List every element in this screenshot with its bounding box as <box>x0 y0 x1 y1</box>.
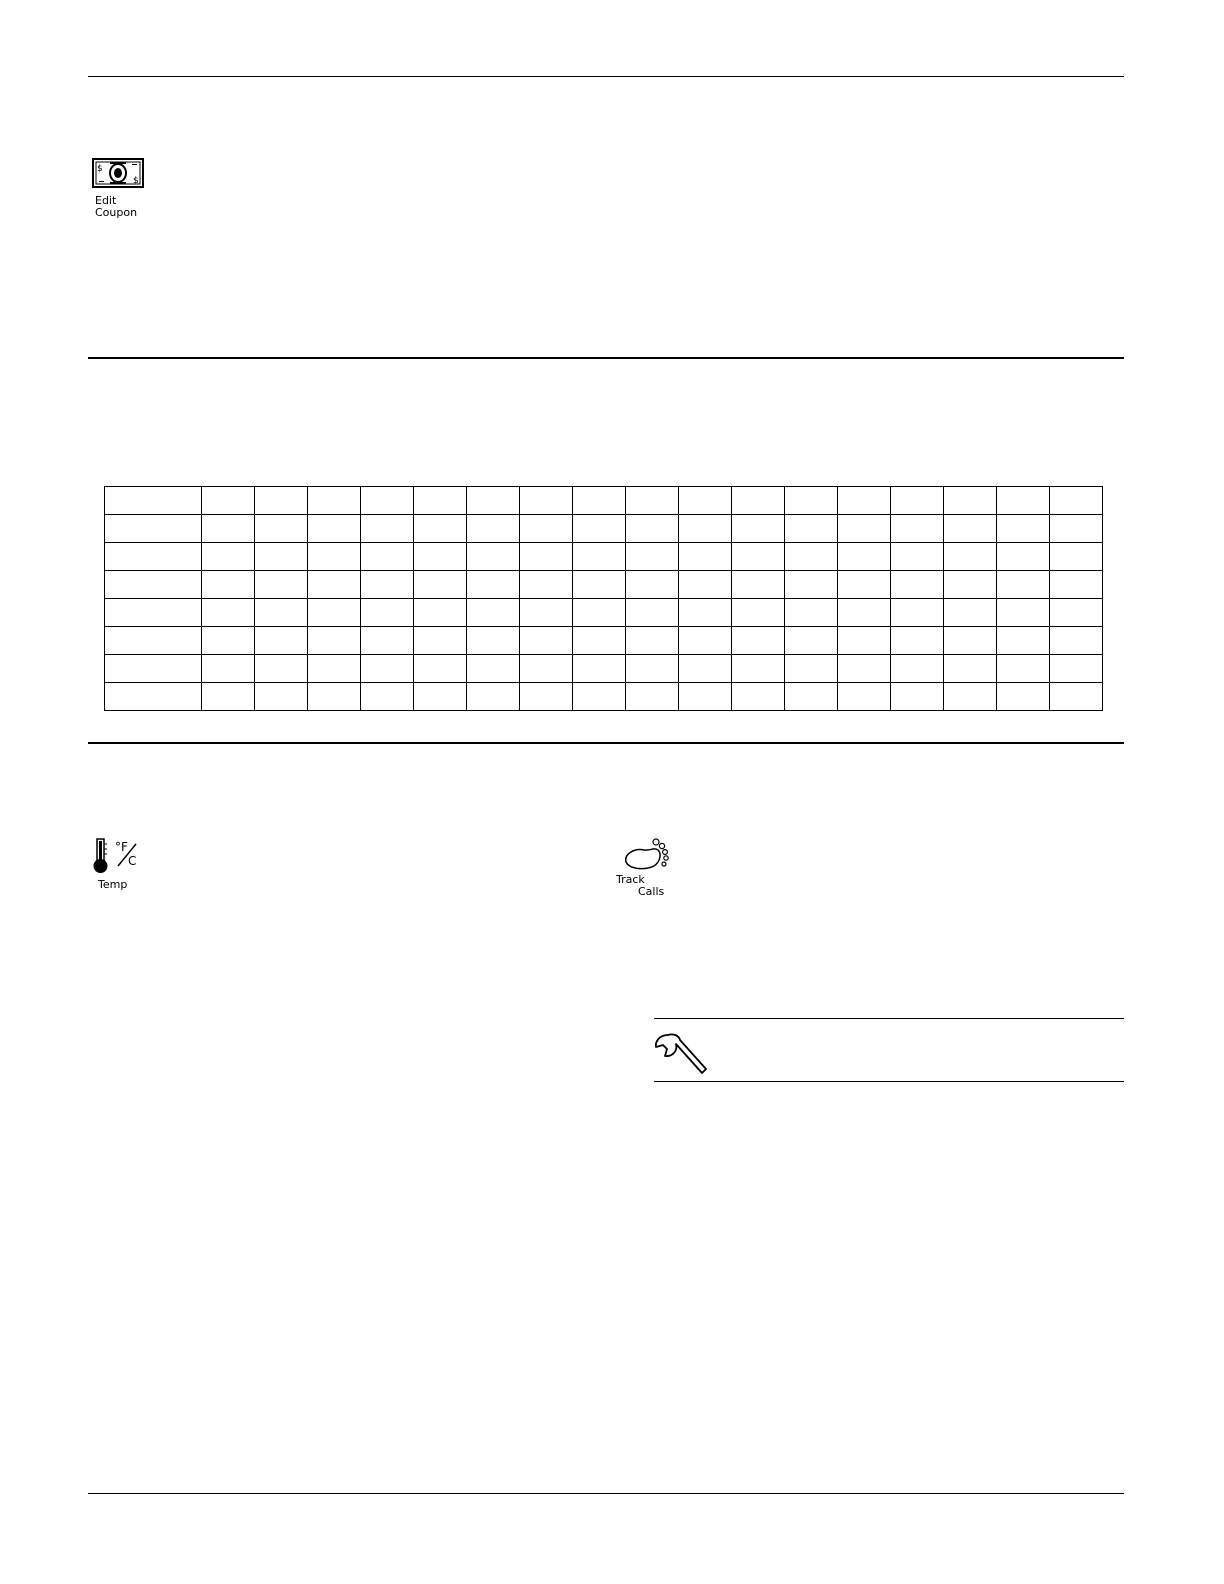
table-cell <box>255 599 308 627</box>
table-cell <box>202 599 255 627</box>
table-cell <box>105 571 202 599</box>
table-cell <box>520 627 573 655</box>
table-cell <box>202 683 255 711</box>
table-cell <box>997 487 1050 515</box>
table-cell <box>891 655 944 683</box>
table-cell <box>785 543 838 571</box>
table-cell <box>414 515 467 543</box>
table-cell <box>467 571 520 599</box>
table-cell <box>1050 683 1103 711</box>
table-cell <box>944 599 997 627</box>
edit-coupon-label: Edit Coupon <box>95 194 138 219</box>
temp-button[interactable] <box>92 838 142 891</box>
table-cell <box>308 571 361 599</box>
table-row <box>105 683 1103 711</box>
table-cell <box>573 683 626 711</box>
edit-coupon-button[interactable] <box>92 158 144 219</box>
table-cell <box>308 599 361 627</box>
table-cell <box>255 515 308 543</box>
fahrenheit-label: °F <box>115 840 128 854</box>
table-cell <box>838 683 891 711</box>
table-cell <box>308 515 361 543</box>
table-cell <box>255 543 308 571</box>
table-cell <box>202 487 255 515</box>
bottom-rule <box>88 1493 1124 1494</box>
table-cell <box>467 543 520 571</box>
table-cell <box>105 515 202 543</box>
table-cell <box>467 627 520 655</box>
footprint-icon <box>620 838 674 872</box>
table-cell <box>105 487 202 515</box>
table-cell <box>520 599 573 627</box>
table-cell <box>361 487 414 515</box>
table-cell <box>626 683 679 711</box>
table-cell <box>573 627 626 655</box>
track-calls-button[interactable] <box>616 838 674 898</box>
table-row <box>105 599 1103 627</box>
table-cell <box>997 571 1050 599</box>
table-cell <box>202 571 255 599</box>
table-cell <box>785 599 838 627</box>
table-cell <box>1050 543 1103 571</box>
table-cell <box>944 571 997 599</box>
table-cell <box>944 655 997 683</box>
track-calls-label: Track Calls <box>616 873 665 898</box>
table-cell <box>1050 515 1103 543</box>
table-cell <box>1050 487 1103 515</box>
coupon-dollar-bill-icon <box>92 158 144 188</box>
table-cell <box>838 543 891 571</box>
table-cell <box>414 683 467 711</box>
table-cell <box>838 627 891 655</box>
table-cell <box>679 543 732 571</box>
table-cell <box>308 683 361 711</box>
table-cell <box>626 655 679 683</box>
table-cell <box>891 683 944 711</box>
table-cell <box>573 543 626 571</box>
section-rule-1 <box>88 357 1124 359</box>
table-cell <box>202 543 255 571</box>
table-cell <box>785 655 838 683</box>
table-cell <box>361 515 414 543</box>
table-cell <box>891 599 944 627</box>
table-cell <box>105 655 202 683</box>
table-cell <box>997 543 1050 571</box>
table-cell <box>732 515 785 543</box>
table-cell <box>361 543 414 571</box>
table-cell <box>105 543 202 571</box>
table-cell <box>732 487 785 515</box>
table-cell <box>573 515 626 543</box>
table-row <box>105 655 1103 683</box>
table-cell <box>1050 627 1103 655</box>
table-cell <box>732 571 785 599</box>
table-cell <box>891 515 944 543</box>
table-cell <box>785 487 838 515</box>
table-cell <box>520 487 573 515</box>
table-cell <box>679 487 732 515</box>
table-cell <box>732 543 785 571</box>
table-cell <box>202 515 255 543</box>
table-cell <box>467 515 520 543</box>
table-row <box>105 627 1103 655</box>
table-cell <box>573 655 626 683</box>
table-cell <box>838 515 891 543</box>
table-cell <box>414 487 467 515</box>
table-cell <box>997 627 1050 655</box>
table-cell <box>732 627 785 655</box>
table-cell <box>891 487 944 515</box>
table-cell <box>105 627 202 655</box>
table-cell <box>308 543 361 571</box>
table-cell <box>785 515 838 543</box>
table-cell <box>944 683 997 711</box>
table-cell <box>944 515 997 543</box>
table-cell <box>944 487 997 515</box>
table-cell <box>891 627 944 655</box>
table-cell <box>626 515 679 543</box>
table-cell <box>838 655 891 683</box>
temp-label: Temp <box>98 878 128 891</box>
table-cell <box>520 515 573 543</box>
note-box <box>654 1018 1124 1082</box>
table-cell <box>202 655 255 683</box>
table-cell <box>838 571 891 599</box>
table-cell <box>573 571 626 599</box>
table-cell <box>202 627 255 655</box>
table-cell <box>997 599 1050 627</box>
table-cell <box>997 655 1050 683</box>
table-cell <box>679 599 732 627</box>
table-row <box>105 571 1103 599</box>
table-cell <box>891 543 944 571</box>
table-cell <box>414 655 467 683</box>
table-cell <box>308 487 361 515</box>
table-cell <box>785 627 838 655</box>
table-cell <box>679 683 732 711</box>
table-cell <box>785 683 838 711</box>
table-cell <box>944 543 997 571</box>
table-cell <box>255 627 308 655</box>
table-cell <box>1050 571 1103 599</box>
table-row <box>105 515 1103 543</box>
table-row <box>105 487 1103 515</box>
table-cell <box>308 627 361 655</box>
table-cell <box>997 515 1050 543</box>
table-cell <box>467 599 520 627</box>
table-row <box>105 543 1103 571</box>
section-rule-2 <box>88 742 1124 744</box>
table-cell <box>255 683 308 711</box>
table-cell <box>105 683 202 711</box>
table-cell <box>626 571 679 599</box>
top-rule <box>88 76 1124 77</box>
svg-text:$: $ <box>97 164 103 174</box>
table-cell <box>361 655 414 683</box>
table-cell <box>467 487 520 515</box>
table-cell <box>626 543 679 571</box>
table-cell <box>520 543 573 571</box>
table-cell <box>1050 599 1103 627</box>
table-cell <box>573 599 626 627</box>
table-cell <box>732 655 785 683</box>
table-cell <box>255 655 308 683</box>
celsius-label: C <box>128 854 137 868</box>
table-cell <box>838 599 891 627</box>
table-cell <box>361 627 414 655</box>
table-cell <box>679 655 732 683</box>
table-cell <box>105 599 202 627</box>
table-cell <box>414 599 467 627</box>
table-cell <box>626 487 679 515</box>
table-cell <box>891 571 944 599</box>
table-cell <box>679 515 732 543</box>
table-cell <box>679 627 732 655</box>
table-cell <box>361 571 414 599</box>
empty-grid-table <box>104 486 1103 711</box>
table-cell <box>520 571 573 599</box>
table-cell <box>520 655 573 683</box>
table-cell <box>467 683 520 711</box>
table-cell <box>732 683 785 711</box>
table-cell <box>467 655 520 683</box>
table-cell <box>944 627 997 655</box>
table-cell <box>255 487 308 515</box>
table-cell <box>361 599 414 627</box>
table-cell <box>308 655 361 683</box>
table-cell <box>1050 655 1103 683</box>
table-cell <box>732 599 785 627</box>
svg-text:$: $ <box>133 176 139 186</box>
table-cell <box>361 683 414 711</box>
wrench-icon <box>654 1029 708 1077</box>
table-cell <box>785 571 838 599</box>
table-cell <box>997 683 1050 711</box>
table-cell <box>414 571 467 599</box>
table-cell <box>255 571 308 599</box>
table-cell <box>626 599 679 627</box>
table-cell <box>838 487 891 515</box>
table-cell <box>520 683 573 711</box>
table-cell <box>626 627 679 655</box>
table-cell <box>573 487 626 515</box>
table-cell <box>679 571 732 599</box>
table-cell <box>414 543 467 571</box>
table-cell <box>414 627 467 655</box>
